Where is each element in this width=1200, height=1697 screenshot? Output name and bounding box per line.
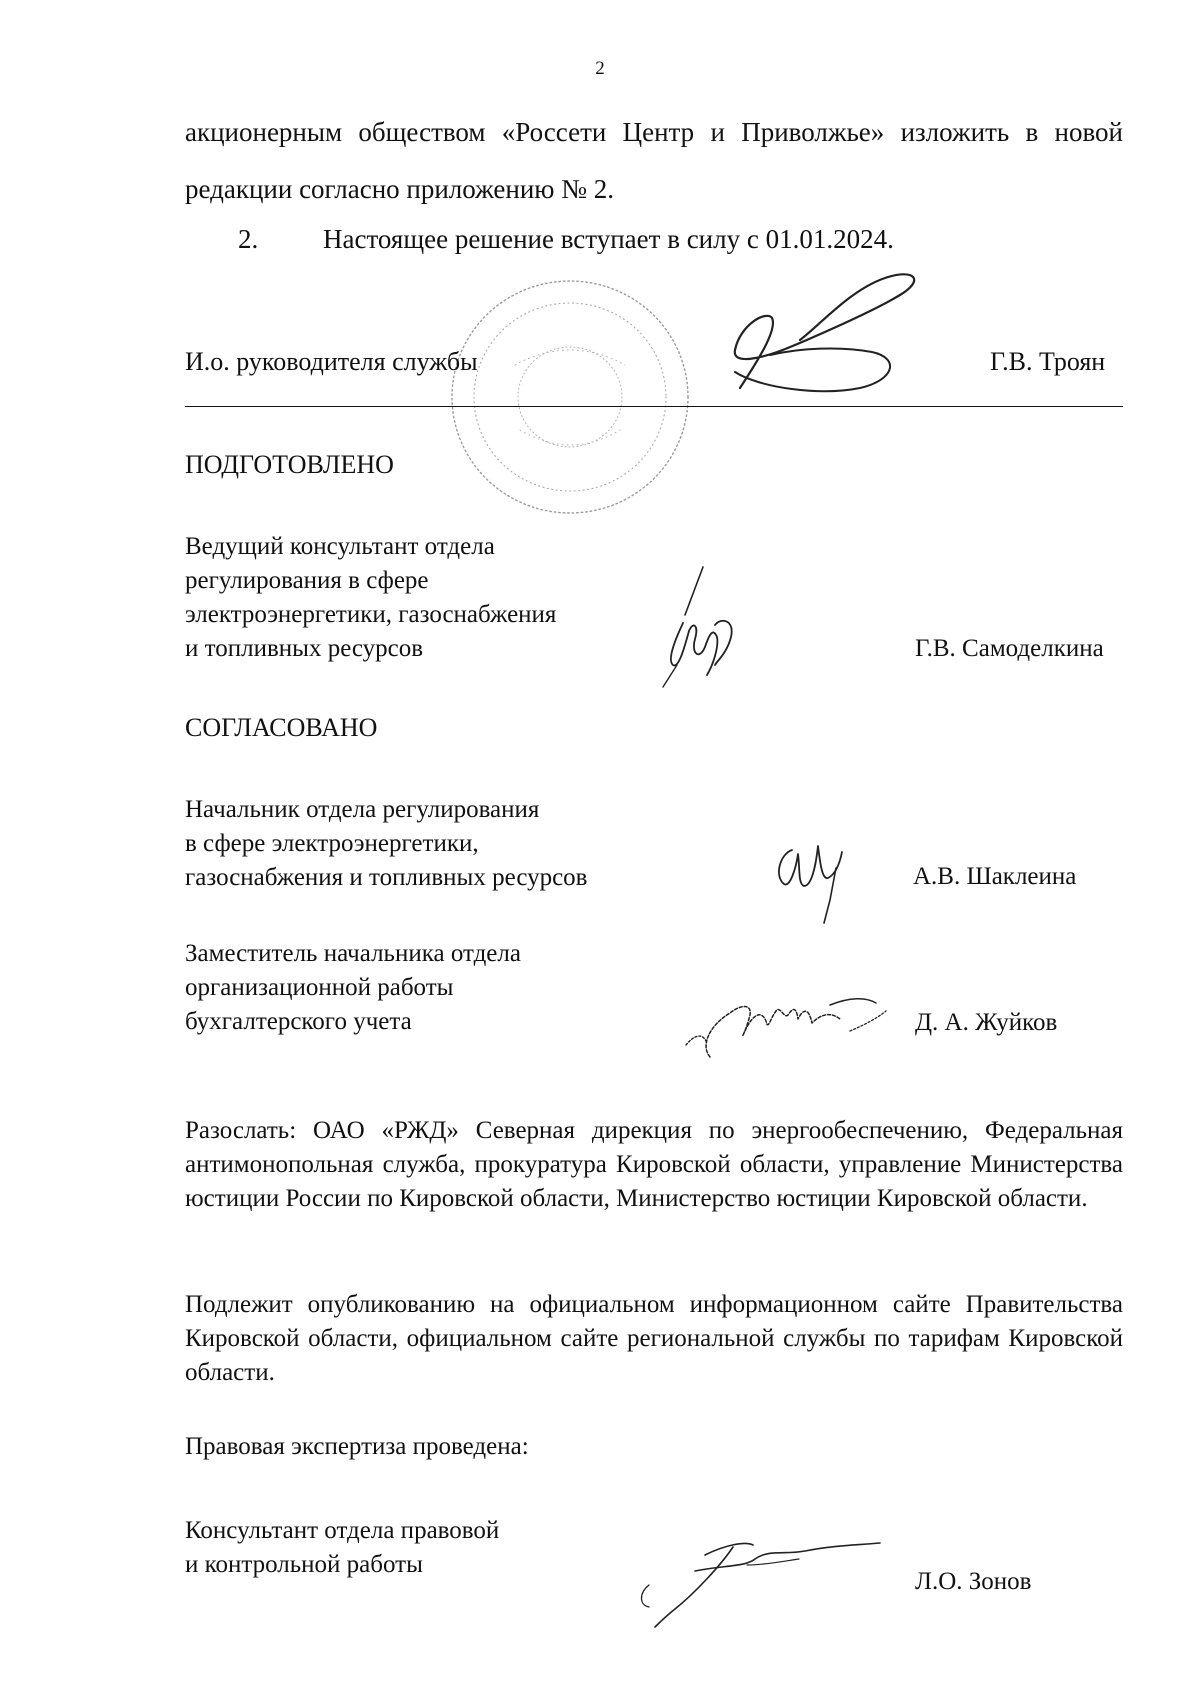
agreed-signer-2-position: [185, 937, 521, 1039]
agreed-signer-1-position-line: в сфере электроэнергетики,: [185, 830, 479, 857]
head-position: И.о. руководителя службы: [185, 347, 478, 376]
legal-name: Л.О. Зонов: [915, 1568, 1032, 1595]
agreed-signer-1-position-line: Начальник отдела регулирования: [185, 796, 540, 823]
legal-position-line: Консультант отдела правовой: [185, 1517, 500, 1544]
prepared-position: [185, 530, 556, 666]
prepared-name: Г.В. Самоделкина: [915, 635, 1104, 662]
prepared-signature: [655, 565, 765, 690]
agreed-signer-1-name: А.В. Шаклеина: [913, 863, 1077, 890]
prepared-position-line: и топливных ресурсов: [185, 635, 424, 662]
agreed-heading: СОГЛАСОВАНО: [185, 713, 378, 742]
agreed-signer-1-signature: [770, 828, 860, 928]
agreed-signer-2-signature: [680, 975, 910, 1065]
legal-review-heading: Правовая экспертиза проведена:: [185, 1433, 529, 1460]
legal-position: [185, 1514, 499, 1582]
publication-note: Подлежит опубликованию на официальном информационном сайте Правительства Кировской области, официальном сайте региональной службы по тарифам Кировской области.: [185, 1291, 1123, 1386]
prepared-position-line: Ведущий консультант отдела: [185, 533, 495, 560]
clause-2-text: Настоящее решение вступает в силу с 01.01.2024.: [323, 224, 894, 254]
prepared-position-line: регулирования в сфере: [185, 567, 429, 594]
clause-2-number: 2.: [238, 224, 259, 254]
head-name: Г.В. Троян: [990, 347, 1106, 376]
agreed-signer-1-position-line: газоснабжения и топливных ресурсов: [185, 864, 588, 891]
signature-divider-line: [185, 406, 1123, 407]
prepared-position-line: электроэнергетики, газоснабжения: [185, 601, 557, 628]
legal-signature: [635, 1525, 885, 1630]
agreed-signer-1-position: [185, 793, 588, 895]
agreed-signer-2-position-line: бухгалтерского учета: [185, 1008, 412, 1035]
intro-line-1: акционерным обществом «Россети Центр и Приволжье» изложить в новой: [185, 117, 1123, 147]
distribution-list: Разослать: ОАО «РЖД» Северная дирекция по энергообеспечению, Федеральная антимонопольная служба, прокуратура Кировской области, управление Министерства юстиции России по Кировской области, Министерство юстиции Кировской области.: [185, 1117, 1123, 1212]
intro-line-2: редакции согласно приложению № 2.: [185, 174, 614, 204]
official-seal-stamp: [445, 275, 695, 520]
prepared-heading: ПОДГОТОВЛЕНО: [185, 450, 394, 479]
head-signature: [700, 270, 930, 420]
agreed-signer-2-name: Д. А. Жуйков: [915, 1009, 1058, 1036]
legal-position-line: и контрольной работы: [185, 1551, 423, 1578]
agreed-signer-2-position-line: Заместитель начальника отдела: [185, 940, 521, 967]
agreed-signer-2-position-line: организационной работы: [185, 974, 454, 1001]
page-number: 2: [595, 58, 605, 79]
